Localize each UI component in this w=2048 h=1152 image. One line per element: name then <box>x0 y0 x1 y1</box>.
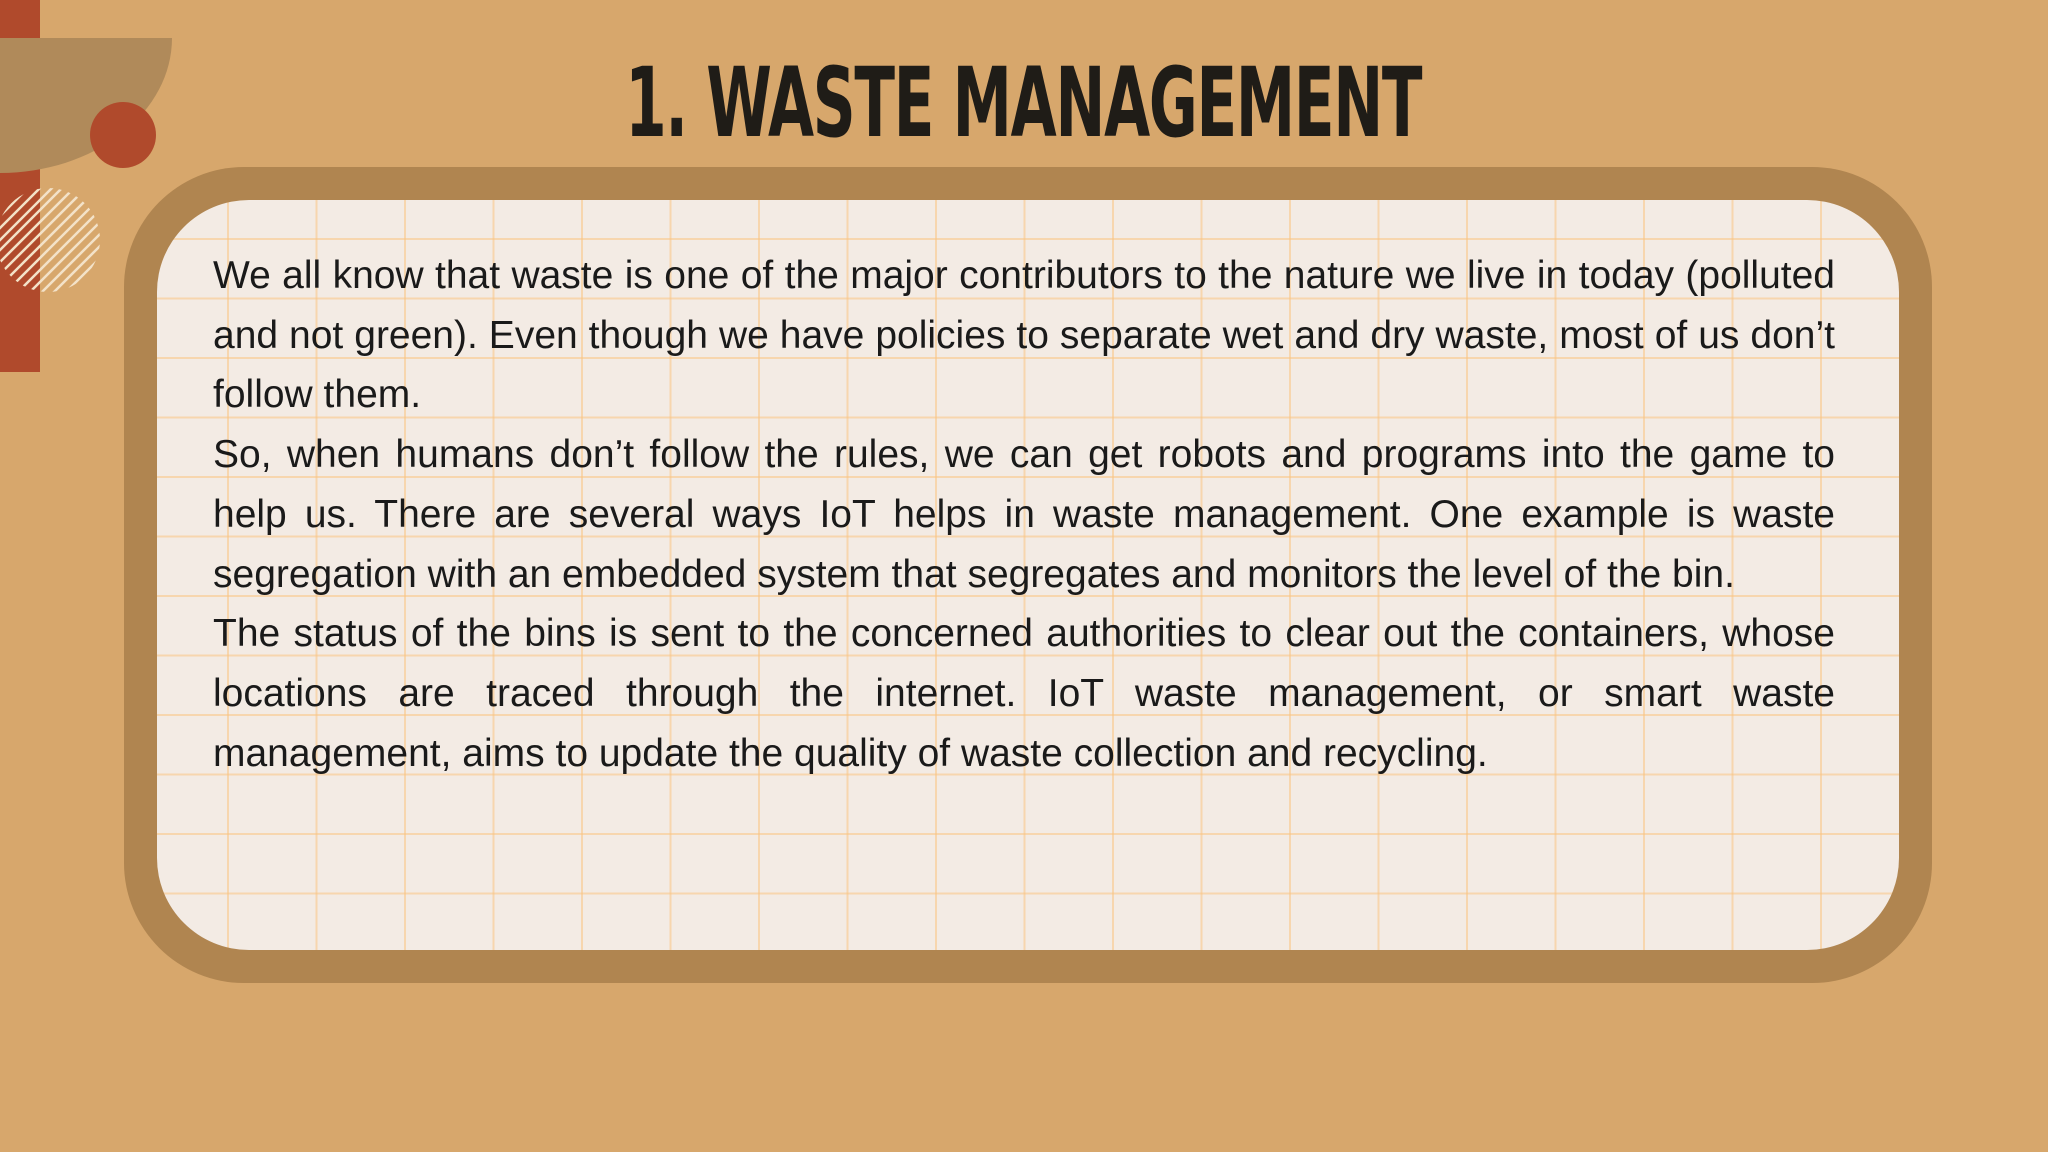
red-dot-shape <box>90 102 156 168</box>
body-text <box>213 246 1835 783</box>
paragraph-3: The status of the bins is sent to the concerned authorities to clear out the containers, whose locations are traced through the internet. IoT waste management, or smart waste management, aims to update the quality of waste collection and recycling. <box>213 612 1835 775</box>
paragraph-2: So, when humans don’t follow the rules, we can get robots and programs into the game to help us. There are several ways IoT helps in waste management. One example is waste segregation with an embedded system that segregates and monitors the level of the bin. <box>213 433 1835 596</box>
paragraph-1: We all know that waste is one of the major contributors to the nature we live in today (polluted and not green). Even though we have policies to separate wet and dry waste, most of us don’t follow them. <box>213 254 1835 417</box>
slide-title: 1. WASTE MANAGEMENT <box>625 47 1422 159</box>
